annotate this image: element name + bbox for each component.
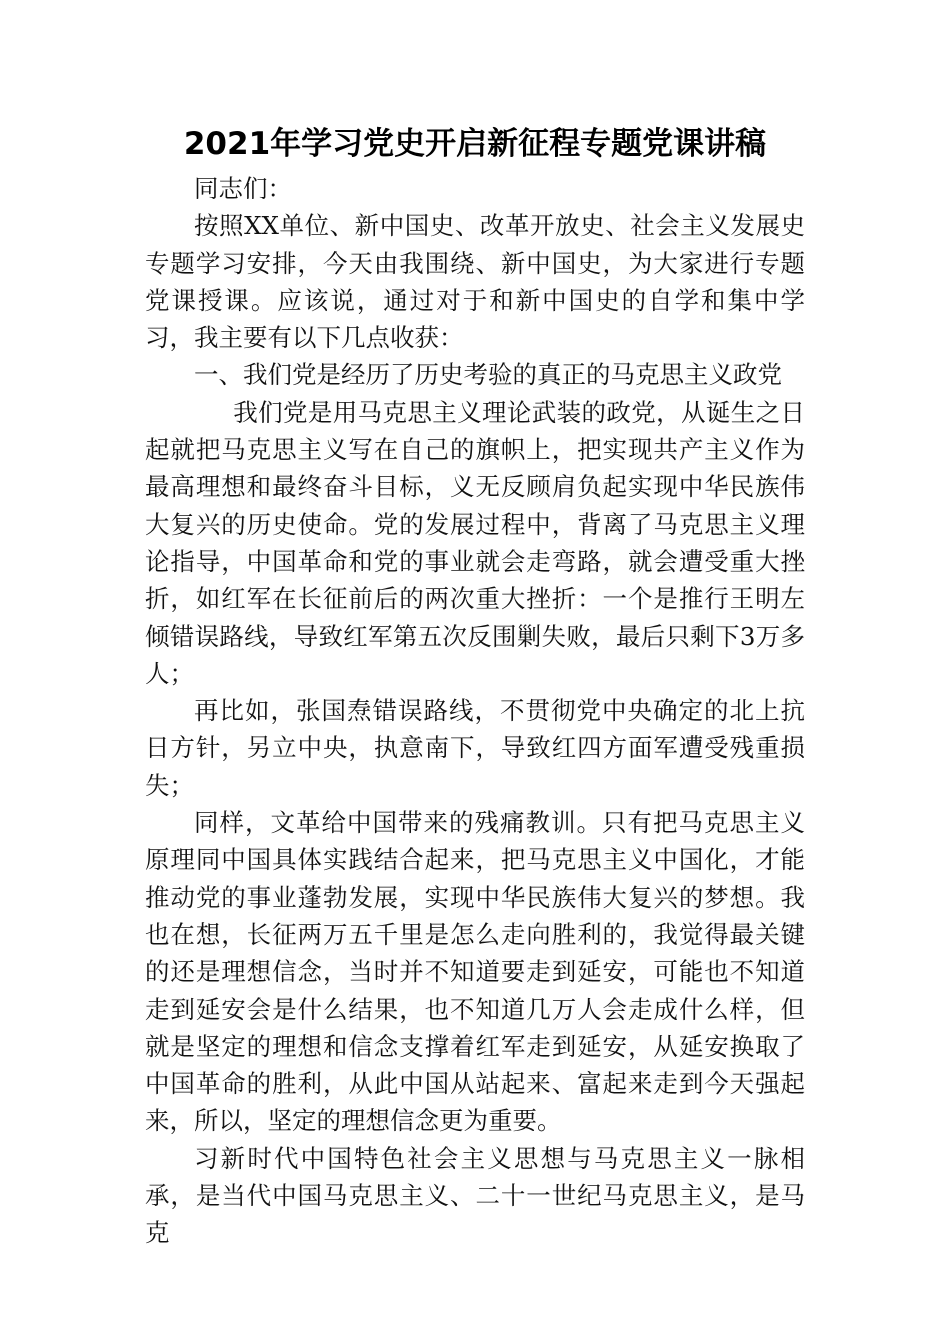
- intro-paragraph: 按照XX单位、新中国史、改革开放史、社会主义发展史专题学习安排，今天由我围绕、新中国史，为大家进行专题党课授课。应该说，通过对于和新中国史的自学和集中学习，我主要有以下几点收获：: [145, 211, 805, 353]
- body-paragraph: 习新时代中国特色社会主义思想与马克思主义一脉相承，是当代中国马克思主义、二十一世纪马克思主义，是马克: [145, 1143, 805, 1248]
- section-heading-1: 一、我们党是经历了历史考验的真正的马克思主义政党: [194, 360, 782, 390]
- document-title: 2021年学习党史开启新征程专题党课讲稿: [183, 126, 767, 162]
- body-paragraph: 我们党是用马克思主义理论武装的政党，从诞生之日起就把马克思主义写在自己的旗帜上，把实现共产主义作为最高理想和最终奋斗目标，义无反顾肩负起实现中华民族伟大复兴的历史使命。党的发展过程中，背离了马克思主义理论指导，中国革命和党的事业就会走弯路，就会遭受重大挫折，如红军在长征前后的两次重大挫折：一个是推行王明左倾错误路线，导致红军第五次反围剿失败，最后只剩下3万多人；: [145, 397, 805, 688]
- body-paragraph: 再比如，张国焘错误路线，不贯彻党中央确定的北上抗日方针，另立中央，执意南下，导致红四方面军遭受残重损失；: [145, 696, 805, 800]
- document-body: [145, 170, 805, 1252]
- salutation-paragraph: 同志们：: [194, 174, 292, 203]
- body-paragraph: 同样，文革给中国带来的残痛教训。只有把马克思主义原理同中国具体实践结合起来，把马克思主义中国化，才能推动党的事业蓬勃发展，实现中华民族伟大复兴的梦想。我也在想，长征两万五千里是怎么走向胜利的，我觉得最关键的还是理想信念，当时并不知道要走到延安，可能也不知道走到延安会是什么结果，也不知道几万人会走成什么样，但就是坚定的理想和信念支撑着红军走到延安，从延安换取了中国革命的胜利，从此中国从站起来、富起来走到今天强起来，所以，坚定的理想信念更为重要。: [145, 808, 805, 1136]
